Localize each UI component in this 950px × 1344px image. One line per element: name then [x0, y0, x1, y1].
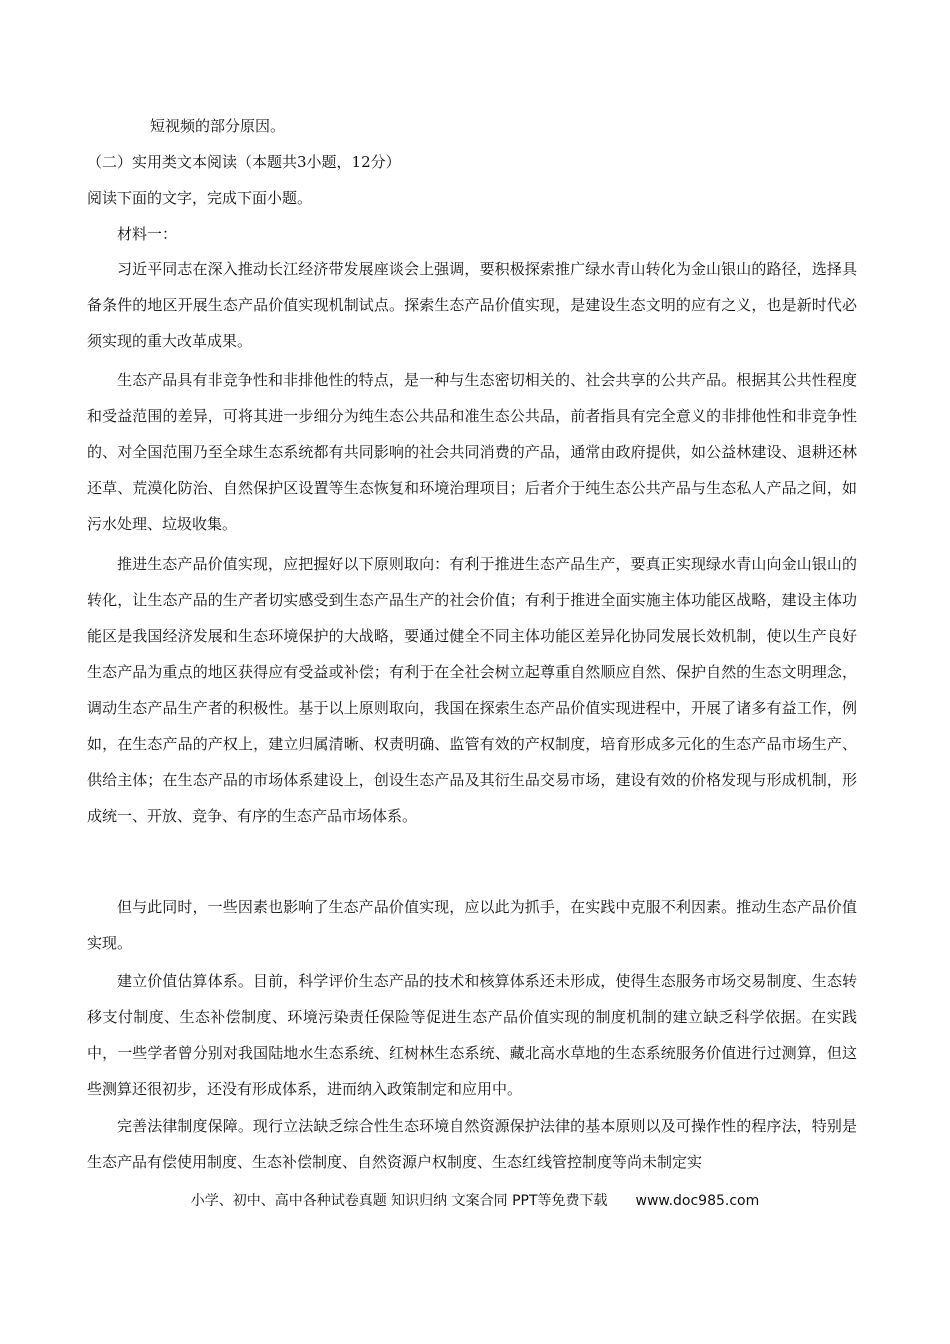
footer-site-link[interactable]: www.doc985.com	[635, 1193, 760, 1209]
section-heading: （二）实用类文本阅读（本题共3小题，12分）	[87, 153, 401, 171]
material-label: 材料一：	[117, 225, 178, 243]
instruction-line: 阅读下面的文字，完成下面小题。	[87, 189, 313, 207]
paragraph: 习近平同志在深入推动长江经济带发展座谈会上强调，要积极探索推广绿水青山转化为金山银山的路径，选择具备条件的地区开展生态产品价值实现机制试点。探索生态产品价值实现，是建设生态文明的应有之义，也是新时代必须实现的重大改革成果。	[87, 260, 857, 350]
paragraph: 完善法律制度保障。现行立法缺乏综合性生态环境自然资源保护法律的基本原则以及可操作性的程序法，特别是生态产品有偿使用制度、生态补偿制度、自然资源户权制度、生态红线管控制度等尚未制定实	[87, 1117, 857, 1171]
footer-banner	[0, 1190, 950, 1212]
paragraph: 生态产品具有非竞争性和非排他性的特点，是一种与生态密切相关的、社会共享的公共产品。根据其公共性程度和受益范围的差异，可将其进一步细分为纯生态公共品和准生态公共品，前者指具有完全意义的非排他性和非竞争性的、对全国范围乃至全球生态系统都有共同影响的社会共同消费的产品，通常由政府提供，如公益林建设、退耕还林还草、荒漠化防治、自然保护区设置等生态恢复和环境治理项目；后者介于纯生态公共产品与生态私人产品之间，如污水处理、垃圾收集。	[87, 371, 857, 533]
paragraph: 但与此同时，一些因素也影响了生态产品价值实现，应以此为抓手，在实践中克服不利因素。推动生态产品价值实现。	[87, 898, 857, 952]
paragraph: 推进生态产品价值实现，应把握好以下原则取向：有利于推进生态产品生产，要真正实现绿水青山向金山银山的转化，让生态产品的生产者切实感受到生态产品生产的社会价值；有利于推进全面实施主体功能区战略，建设主体功能区是我国经济发展和生态环境保护的大战略，要通过健全不同主体功能区差异化协同发展长效机制，使以生产良好生态产品为重点的地区获得应有受益或补偿；有利于在全社会树立起尊重自然顺应自然、保护自然的生态文明理念，调动生态产品生产者的积极性。基于以上原则取向，我国在探索生态产品价值实现进程中，开展了诸多有益工作，例如，在生态产品的产权上，建立归属清晰、权责明确、监管有效的产权制度，培育形成多元化的生态产品市场生产、供给主体；在生态产品的市场体系建设上，创设生态产品及其衍生品交易市场，建设有效的价格发现与形成机制，形成统一、开放、竞争、有序的生态产品市场体系。	[87, 555, 857, 825]
carry-over-line: 短视频的部分原因。	[150, 117, 286, 135]
paragraph: 建立价值估算体系。目前，科学评价生态产品的技术和核算体系还未形成，使得生态服务市场交易制度、生态转移支付制度、生态补偿制度、环境污染责任保险等促进生态产品价值实现的制度机制的建立缺乏科学依据。在实践中，一些学者曾分别对我国陆地水生态系统、红树林生态系统、藏北高水草地的生态系统服务价值进行过测算，但这些测算还很初步，还没有形成体系，进而纳入政策制定和应用中。	[87, 972, 857, 1098]
footer-text: 小学、初中、高中各种试卷真题 知识归纳 文案合同 PPT等免费下载	[190, 1193, 608, 1209]
